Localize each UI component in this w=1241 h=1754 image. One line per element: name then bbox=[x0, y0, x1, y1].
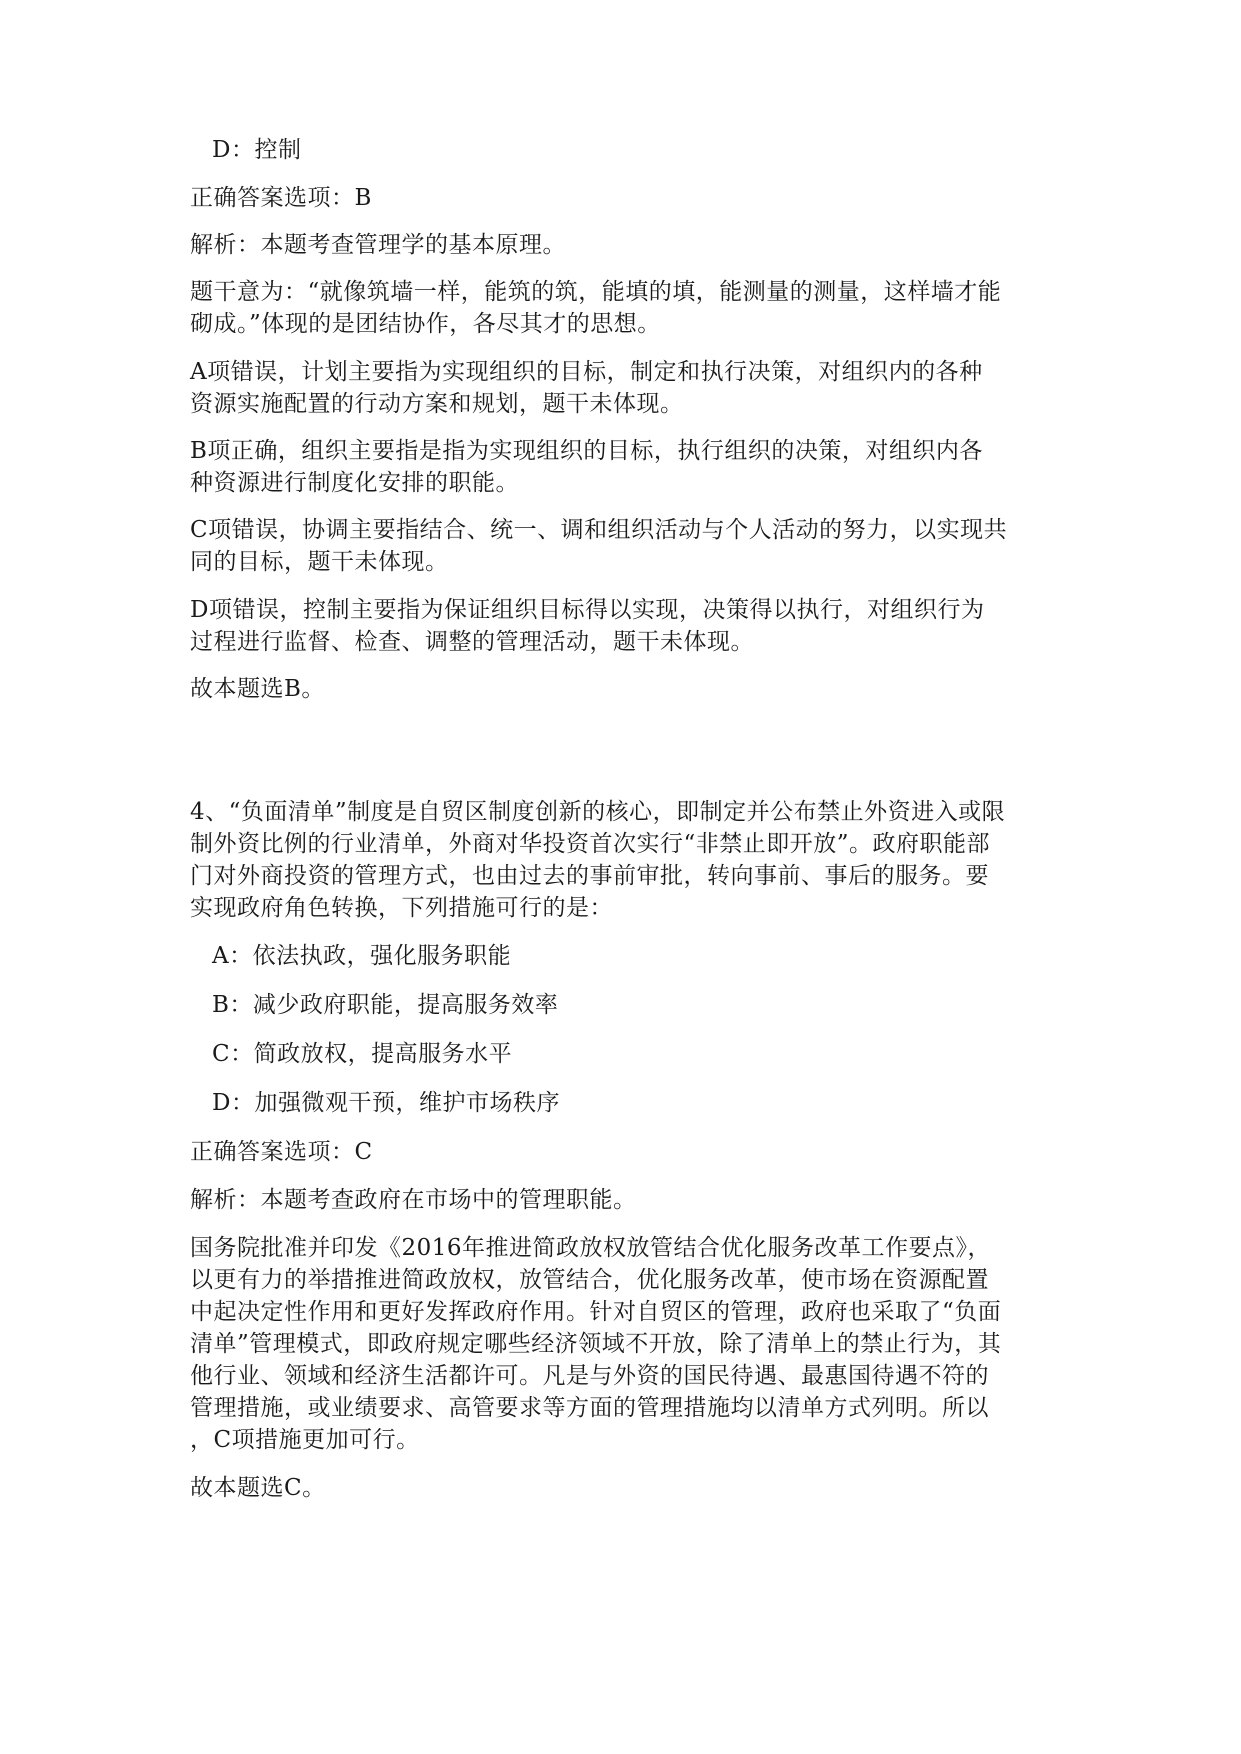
q4-explanation-line: 中起决定性作用和更好发挥政府作用。针对自贸区的管理，政府也采取了“负面 bbox=[190, 1299, 1002, 1325]
q4-conclusion: 故本题选C。 bbox=[190, 1475, 326, 1501]
q4-explanation-line: 他行业、领域和经济生活都许可。凡是与外资的国民待遇、最惠国待遇不符的 bbox=[190, 1363, 989, 1389]
q4-question-line: 4、“负面清单”制度是自贸区制度创新的核心，即制定并公布禁止外资进入或限 bbox=[190, 799, 1006, 825]
q3-answer: 正确答案选项：B bbox=[190, 185, 372, 211]
q3-analysis: 解析：本题考查管理学的基本原理。 bbox=[190, 232, 566, 258]
q3-a-explanation-line: A项错误，计划主要指为实现组织的目标，制定和执行决策，对组织内的各种 bbox=[190, 359, 983, 385]
q4-explanation-line: 以更有力的举措推进简政放权，放管结合，优化服务改革，使市场在资源配置 bbox=[190, 1267, 989, 1293]
q4-option-b: B：减少政府职能，提高服务效率 bbox=[212, 992, 559, 1018]
q4-question-line: 制外资比例的行业清单，外商对华投资首次实行“非禁止即开放”。政府职能部 bbox=[190, 831, 991, 857]
q3-b-explanation-line: B项正确，组织主要指是指为实现组织的目标，执行组织的决策，对组织内各 bbox=[190, 438, 983, 464]
q3-d-explanation-line: D项错误，控制主要指为保证组织目标得以实现，决策得以执行，对组织行为 bbox=[190, 597, 985, 623]
q3-c-explanation-line: 同的目标，题干未体现。 bbox=[190, 549, 449, 575]
q4-option-d: D：加强微观干预，维护市场秩序 bbox=[212, 1090, 560, 1116]
q3-b-explanation-line: 种资源进行制度化安排的职能。 bbox=[190, 470, 519, 496]
q4-question-line: 实现政府角色转换，下列措施可行的是： bbox=[190, 895, 613, 921]
q4-question-line: 门对外商投资的管理方式，也由过去的事前审批，转向事前、事后的服务。要 bbox=[190, 863, 989, 889]
q3-stem-line: 题干意为：“就像筑墙一样，能筑的筑，能填的填，能测量的测量，这样墙才能 bbox=[190, 279, 1002, 305]
q3-a-explanation-line: 资源实施配置的行动方案和规划，题干未体现。 bbox=[190, 391, 684, 417]
q3-c-explanation-line: C项错误，协调主要指结合、统一、调和组织活动与个人活动的努力，以实现共 bbox=[190, 517, 1008, 543]
q4-explanation-line: 国务院批准并印发《2016年推进简政放权放管结合优化服务改革工作要点》， bbox=[190, 1235, 992, 1261]
q4-explanation-line: 管理措施，或业绩要求、高管要求等方面的管理措施均以清单方式列明。所以 bbox=[190, 1395, 989, 1421]
q3-d-explanation-line: 过程进行监督、检查、调整的管理活动，题干未体现。 bbox=[190, 629, 754, 655]
q3-option-d: D：控制 bbox=[212, 137, 302, 163]
q4-answer: 正确答案选项：C bbox=[190, 1139, 373, 1165]
q4-explanation-line: ，C项措施更加可行。 bbox=[190, 1427, 420, 1453]
q4-option-a: A：依法执政，强化服务职能 bbox=[212, 943, 512, 969]
q4-analysis: 解析：本题考查政府在市场中的管理职能。 bbox=[190, 1187, 637, 1213]
q3-stem-line: 砌成。”体现的是团结协作，各尽其才的思想。 bbox=[190, 311, 661, 337]
q3-conclusion: 故本题选B。 bbox=[190, 676, 325, 702]
q4-option-c: C：简政放权，提高服务水平 bbox=[212, 1041, 513, 1067]
q4-explanation-line: 清单”管理模式，即政府规定哪些经济领域不开放，除了清单上的禁止行为，其 bbox=[190, 1331, 1002, 1357]
